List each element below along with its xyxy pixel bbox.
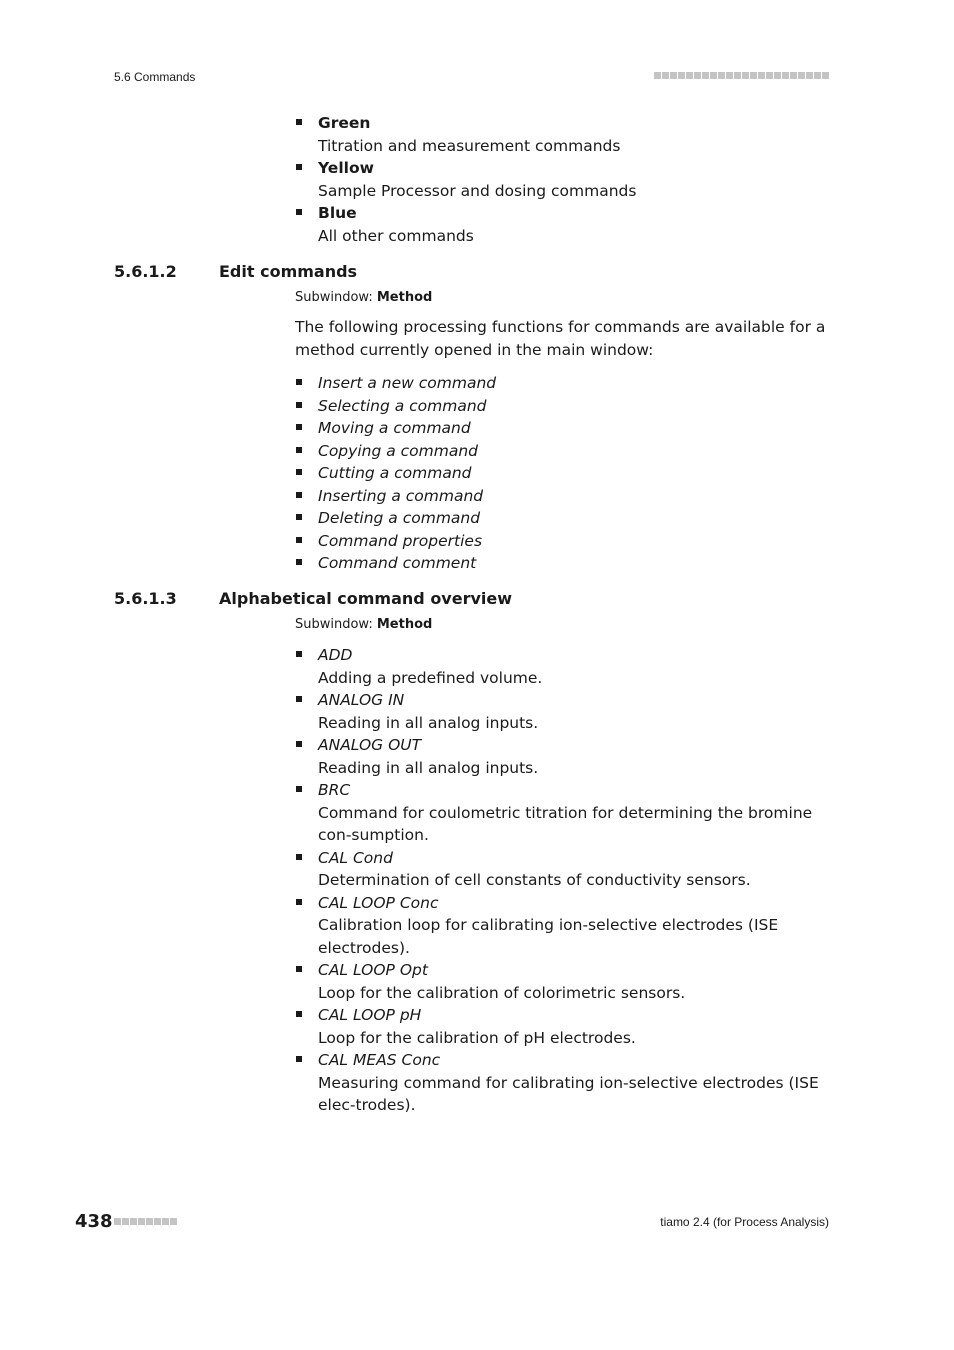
command-name[interactable]: ANALOG OUT [318,736,422,754]
function-link[interactable]: Inserting a command [318,486,484,505]
command-desc: Reading in all analog inputs. [318,713,539,732]
decor-square [798,72,805,79]
decor-square [662,72,669,79]
command-name[interactable]: ADD [318,646,353,664]
command-name[interactable]: CAL Cond [318,848,393,867]
command-name[interactable]: CAL LOOP pH [318,1006,422,1024]
decor-square [750,72,757,79]
decor-square [726,72,733,79]
section-heading-alphabetical [114,589,512,608]
decor-square [718,72,725,79]
list-item [295,395,835,418]
subwindow-line [295,617,432,632]
list-item [295,1004,830,1049]
list-item [295,157,835,202]
footer-decoration [114,1218,177,1225]
command-name[interactable]: CAL LOOP Conc [318,893,439,912]
list-item [295,552,835,575]
list-item [295,779,830,847]
decor-square [130,1218,137,1225]
command-name[interactable]: CAL MEAS Conc [318,1051,441,1069]
color-desc: Titration and measurement commands [318,136,621,155]
command-desc: Determination of cell constants of conductivity sensors. [318,871,751,889]
list-item [295,644,830,689]
header-decoration [654,72,829,79]
command-desc: Calibration loop for calibrating ion-selective electrodes (ISE electrodes). [318,916,779,957]
subwindow-label: Subwindow: [295,290,373,305]
list-item [295,112,835,157]
running-header-section: 5.6 Commands [114,70,196,84]
decor-square [710,72,717,79]
decor-square [146,1218,153,1225]
command-desc: Reading in all analog inputs. [318,758,539,777]
list-item [295,1049,830,1117]
decor-square [162,1218,169,1225]
decor-square [806,72,813,79]
list-item [295,372,835,395]
decor-square [686,72,693,79]
color-desc: Sample Processor and dosing commands [318,181,637,200]
list-item [295,462,835,485]
section-title: Alphabetical command overview [219,589,513,608]
decor-square [814,72,821,79]
color-desc: All other commands [318,226,474,245]
decor-square [154,1218,161,1225]
function-link[interactable]: Selecting a command [318,396,487,415]
command-name[interactable]: CAL LOOP Opt [318,961,428,979]
list-item [295,202,835,247]
command-desc: Measuring command for calibrating ion-selective electrodes (ISE elec-trodes). [318,1073,819,1114]
decor-square [734,72,741,79]
decor-square [702,72,709,79]
list-item [295,959,830,1004]
function-link[interactable]: Deleting a command [318,509,481,527]
decor-square [122,1218,129,1225]
intro-paragraph: The following processing functions for commands are available for a method currently opened in the main window: [295,318,826,359]
list-item [295,485,835,508]
function-link[interactable]: Cutting a command [318,464,472,482]
subwindow-label: Subwindow: [295,617,373,632]
command-desc: Loop for the calibration of colorimetric sensors. [318,983,686,1002]
subwindow-line [295,290,432,305]
edit-functions-list [295,372,835,575]
list-item [295,417,835,440]
list-item [295,892,830,960]
command-desc: Command for coulometric titration for determining the bromine con-sumption. [318,803,813,844]
color-label: Yellow [318,159,374,177]
command-name[interactable]: ANALOG IN [318,691,405,709]
section-title: Edit commands [219,262,358,281]
decor-square [138,1218,145,1225]
list-item [295,530,835,553]
running-footer-product: tiamo 2.4 (for Process Analysis) [660,1215,829,1229]
subwindow-value: Method [376,290,433,305]
decor-square [654,72,661,79]
section-heading-edit [114,262,357,281]
list-item [295,847,830,892]
command-desc: Adding a predefined volume. [318,668,543,687]
subwindow-value: Method [376,617,433,632]
decor-square [670,72,677,79]
decor-square [170,1218,177,1225]
list-item [295,440,835,463]
decor-square [694,72,701,79]
decor-square [790,72,797,79]
page-number: 438 [75,1211,113,1232]
function-link[interactable]: Insert a new command [318,374,497,392]
color-label: Green [318,114,371,132]
decor-square [114,1218,121,1225]
list-item [295,507,835,530]
decor-square [782,72,789,79]
decor-square [678,72,685,79]
list-item [295,689,830,734]
function-link[interactable]: Copying a command [318,441,479,460]
color-list [295,112,835,247]
function-link[interactable]: Command comment [318,554,477,572]
list-item [295,734,830,779]
color-label: Blue [318,204,357,222]
function-link[interactable]: Command properties [318,531,483,550]
decor-square [742,72,749,79]
function-link[interactable]: Moving a command [318,419,471,437]
decor-square [822,72,829,79]
decor-square [766,72,773,79]
decor-square [758,72,765,79]
section-number: 5.6.1.3 [114,589,177,608]
command-name[interactable]: BRC [318,781,351,799]
command-overview-list [295,644,830,1117]
section-number: 5.6.1.2 [114,262,177,281]
command-desc: Loop for the calibration of pH electrodes. [318,1028,636,1047]
decor-square [774,72,781,79]
